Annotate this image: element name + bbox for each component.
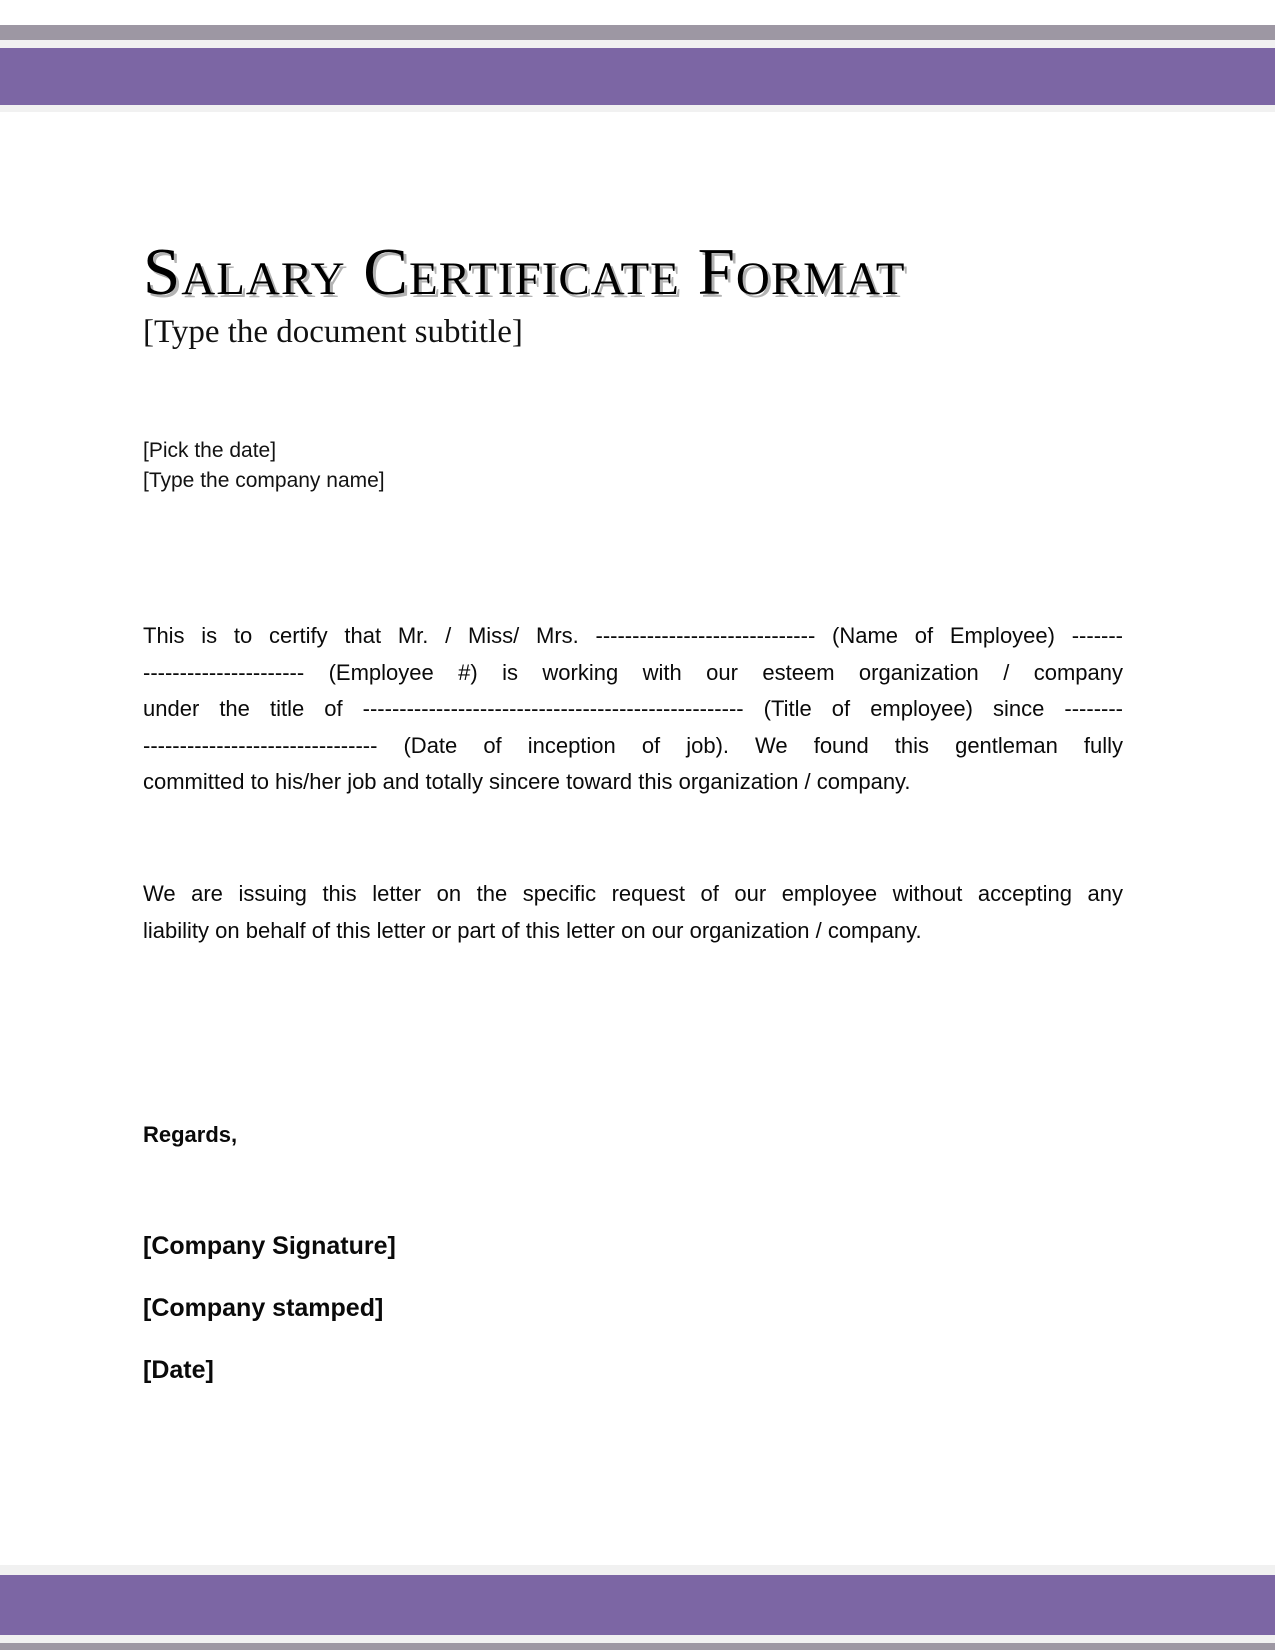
closing-regards: Regards,: [143, 1122, 238, 1147]
certify-paragraph: [143, 618, 1123, 801]
liability-paragraph-line: liability on behalf of this letter or part of this letter on our organization / company.: [143, 917, 922, 943]
top-gray-bar: [0, 25, 1275, 40]
certify-paragraph-line: This is to certify that Mr. / Miss/ Mrs. ------------------------------ (Name of Employee) -------: [143, 623, 1123, 648]
top-purple-bar: [0, 48, 1275, 105]
liability-paragraph: [143, 876, 1123, 949]
company-signature-placeholder[interactable]: [Company Signature]: [143, 1232, 396, 1260]
pick-date-placeholder[interactable]: [Pick the date]: [143, 439, 277, 462]
date-placeholder[interactable]: [Date]: [143, 1356, 214, 1384]
certify-paragraph-line: under the title of ---------------------------------------------------- (Title of employee) since --------: [143, 696, 1123, 722]
company-name-placeholder[interactable]: [Type the company name]: [143, 469, 385, 492]
certify-paragraph-line: -------------------------------- (Date of inception of job). We found this gentleman fully: [143, 732, 1123, 758]
bottom-gray-bar: [0, 1643, 1275, 1650]
certify-paragraph-line: committed to his/her job and totally sincere toward this organization / company.: [143, 769, 911, 795]
certify-paragraph-line: ---------------------- (Employee #) is working with our esteem organization / company: [143, 659, 1123, 685]
bottom-strip-divider-2: [0, 1635, 1275, 1643]
document-subtitle-placeholder[interactable]: [Type the document subtitle]: [143, 314, 523, 350]
document-title: Salary Certificate Format: [143, 235, 906, 309]
company-stamp-placeholder[interactable]: [Company stamped]: [143, 1294, 384, 1322]
top-strip-divider: [0, 40, 1275, 48]
liability-paragraph-line: We are issuing this letter on the specific request of our employee without accepting any: [143, 881, 1123, 906]
bottom-purple-bar: [0, 1575, 1275, 1635]
top-strip-divider-2: [0, 105, 1275, 112]
bottom-strip-divider: [0, 1565, 1275, 1575]
meta-block: [143, 436, 1123, 496]
